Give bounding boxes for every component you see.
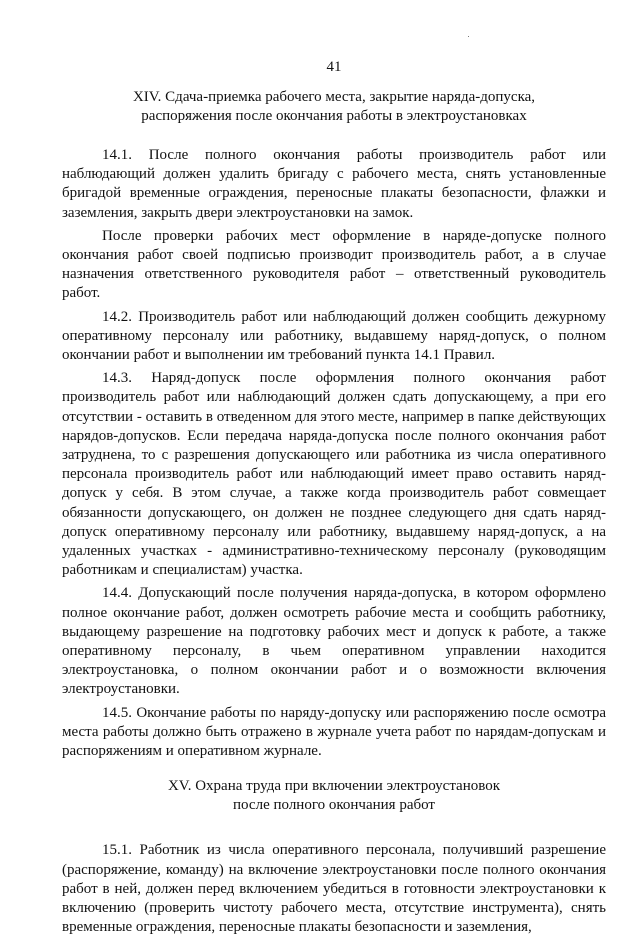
paragraph-14-1: 14.1. После полного окончания работы производитель работ или наблюдающий должен удалить бригаду с рабочего места, снять установленные бригадой временные ограждения, переносные плакаты безопасности, флажки и заземления, закрыть двери электроустановки на замок. — [62, 147, 606, 221]
section-15-title-line-1: XV. Охрана труда при включении электроустановок — [167, 778, 501, 795]
section-15-title-line-2: после полного окончания работ — [233, 797, 435, 814]
section-14-title-line-1: XIV. Сдача-приемка рабочего места, закрытие наряда-допуска, — [132, 89, 536, 105]
page-number: 41 — [326, 59, 342, 75]
section-14-title — [62, 88, 606, 126]
paragraph-14-1-continued: После проверки рабочих мест оформление в наряде-допуске полного окончания работ своей подписью производит производитель работ, а в случае назначения ответственного руководителя работ – ответственный руководитель работ. — [62, 227, 606, 302]
paragraph-14-5: 14.5. Окончание работы по наряду-допуску или распоряжению после осмотра места работы должно быть отражено в журнале учета работ по нарядам-допускам и распоряжениям и оперативном журнале. — [62, 704, 606, 760]
scan-speck — [468, 36, 469, 37]
paragraph-15-1: 15.1. Работник из числа оперативного персонала, получивший разрешение (распоряжение, команду) на включение электроустановки после полного окончания работ в ней, должен перед включением убедиться в готовности электроустановки к включению (проверить чистоту рабочего места, отсутствие инструмента), снять временные ограждения, переносные плакаты безопасности и заземления, — [62, 842, 606, 936]
section-14-title-line-2: распоряжения после окончания работы в электроустановках — [141, 108, 527, 124]
paragraph-14-2: 14.2. Производитель работ или наблюдающий должен сообщить дежурному оперативному персоналу или работнику, выдавшему наряд-допуск, о полном окончании работ и выполнении им требований пункта 14.1 Правил. — [62, 308, 606, 364]
section-15-title — [62, 777, 606, 815]
paragraph-14-4: 14.4. Допускающий после получения наряда-допуска, в котором оформлено полное окончание работ, должен осмотреть рабочие места и сообщить работнику, выдающему разрешение на подготовку рабочих мест и допуск к работе, а также оперативному персоналу, в чьем оперативном управлении находится электроустановка, о полном окончании работ и о возможности включения электроустановки. — [62, 585, 606, 698]
paragraph-14-3: 14.3. Наряд-допуск после оформления полного окончания работ производитель работ или наблюдающий должен сдать допускающему, а при его отсутствии - оставить в отведенном для этого месте, например в папке действующих нарядов-допусков. Если передача наряда-допуска после полного окончания работ затруднена, то с разрешения допускающего или работника из числа оперативного персонала производитель работ или наблюдающий имеет право оставить наряд-допуск у себя. В этом случае, а также когда производитель работ совмещает обязанности допускающего, он должен не позднее следующего дня сдать наряд-допуск оперативному персоналу или работнику, выдавшему наряд-допуск, а на удаленных участках - административно-техническому персоналу (руководящим работникам и специалистам) участка. — [62, 370, 606, 579]
